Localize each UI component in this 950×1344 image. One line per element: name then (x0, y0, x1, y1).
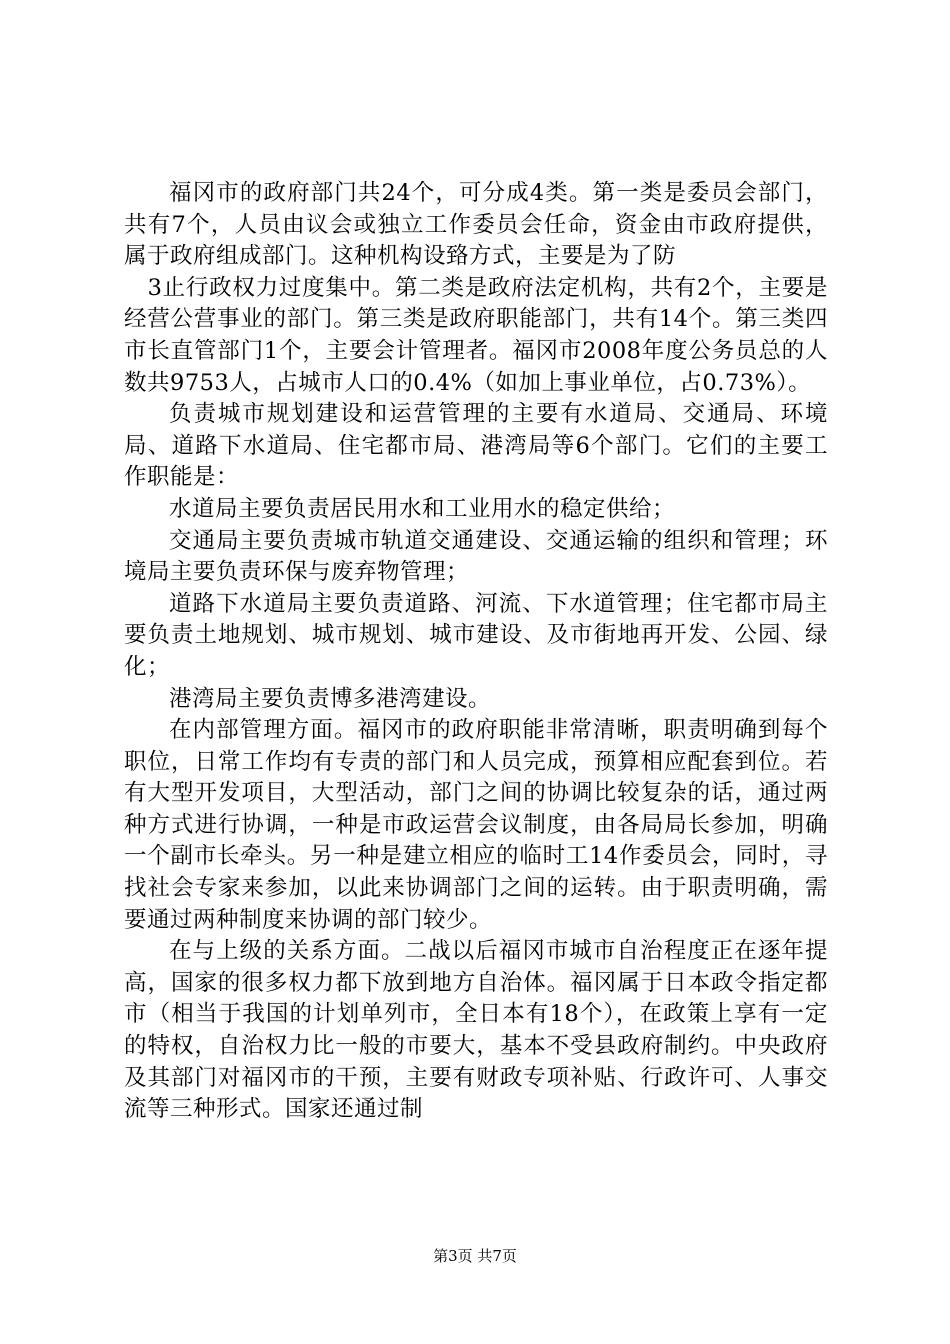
paragraph-9: 在与上级的关系方面。二战以后福冈市城市自治程度正在逐年提高，国家的很多权力都下放到地方自治体。福冈属于日本政令指定都市（相当于我国的计划单列市，全日本有18个），在政策上享有一定的特权，自治权力比一般的市要大，基本不受县政府制约。中央政府及其部门对福冈市的干预，主要有财政专项补贴、行政许可、人事交流等三种形式。国家还通过制 (124, 938, 828, 1123)
paragraph-6: 道路下水道局主要负责道路、河流、下水道管理；住宅都市局主要负责土地规划、城市规划、城市建设、及市街地再开发、公园、绿化； (124, 590, 828, 680)
paragraph-2: 3止行政权力过度集中。第二类是政府法定机构，共有2个，主要是经营公营事业的部门。第三类是政府职能部门，共有14个。第三类四市长直管部门1个，主要会计管理者。福冈市2008年度公务员总的人数共9753人，占城市人口的0.4%（如加上事业单位，占0.73%）。 (124, 274, 828, 396)
document-body (124, 178, 828, 1126)
paragraph-5: 交通局主要负责城市轨道交通建设、交通运输的组织和管理；环境局主要负责环保与废弃物管理； (124, 527, 828, 586)
paragraph-8: 在内部管理方面。福冈市的政府职能非常清晰，职责明确到每个职位，日常工作均有专责的部门和人员完成，预算相应配套到位。若有大型开发项目，大型活动，部门之间的协调比较复杂的话，通过两种方式进行协调，一种是市政运营会议制度，由各局局长参加，明确一个副市长牵头。另一种是建立相应的临时工14作委员会，同时，寻找社会专家来参加，以此来协调部门之间的运转。由于职责明确，需要通过两种制度来协调的部门较少。 (124, 717, 828, 933)
paragraph-3: 负责城市规划建设和运营管理的主要有水道局、交通局、环境局、道路下水道局、住宅都市局、港湾局等6个部门。它们的主要工作职能是： (124, 401, 828, 491)
page-number-footer: 第3页 共7页 (433, 1247, 517, 1265)
paragraph-1: 福冈市的政府部门共24个，可分成4类。第一类是委员会部门，共有7个，人员由议会或独立工作委员会任命，资金由市政府提供，属于政府组成部门。这种机构设臵方式，主要是为了防 (124, 180, 828, 270)
paragraph-4: 水道局主要负责居民用水和工业用水的稳定供给； (169, 495, 676, 522)
paragraph-7: 港湾局主要负责博多港湾建设。 (169, 685, 492, 712)
